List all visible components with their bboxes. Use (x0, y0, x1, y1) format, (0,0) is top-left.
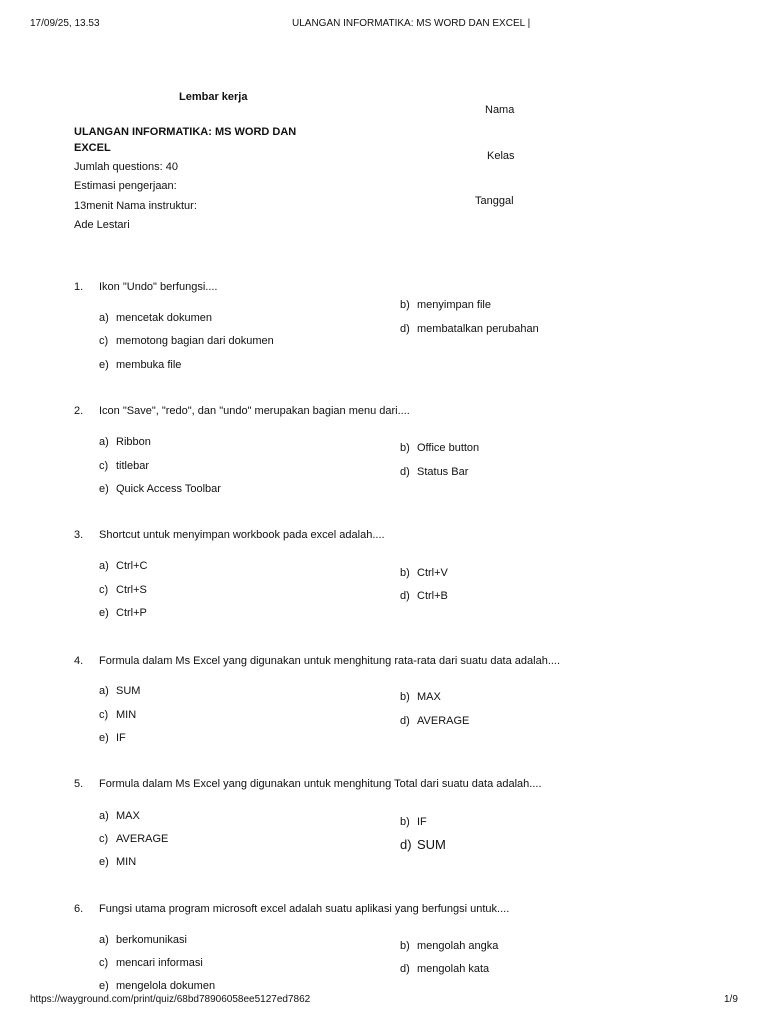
option-d: d) membatalkan perubahan (400, 323, 539, 335)
option-d: d) Status Bar (400, 466, 469, 478)
question-text: Shortcut untuk menyimpan workbook pada excel adalah.... (99, 529, 385, 541)
option-a: a) SUM (99, 685, 141, 697)
question-text: Fungsi utama program microsoft excel adalah suatu aplikasi yang berfungsi untuk.... (99, 903, 510, 915)
question-number: 1. (74, 281, 84, 293)
question-number: 2. (74, 405, 84, 417)
option-e: e) IF (99, 732, 126, 744)
option-d: d) SUM (400, 837, 446, 852)
option-e: e) Ctrl+P (99, 607, 147, 619)
option-c: c) AVERAGE (99, 833, 169, 845)
option-e: e) Quick Access Toolbar (99, 483, 221, 495)
option-d: d) mengolah kata (400, 963, 490, 975)
option-e: e) membuka file (99, 359, 182, 371)
question-text: Formula dalam Ms Excel yang digunakan untuk menghitung rata-rata dari suatu data adalah.... (99, 655, 561, 667)
option-b: b) Ctrl+V (400, 567, 448, 579)
worksheet-title-line2: EXCEL (74, 142, 111, 154)
option-b: b) MAX (400, 691, 441, 703)
print-page-title: ULANGAN INFORMATIKA: MS WORD DAN EXCEL | (292, 18, 531, 29)
option-a: a) Ctrl+C (99, 560, 148, 572)
option-b: b) Office button (400, 442, 480, 454)
estimated-time-label: Estimasi pengerjaan: (74, 180, 177, 192)
question-number: 4. (74, 655, 84, 667)
option-c: c) MIN (99, 709, 137, 721)
option-e: e) MIN (99, 856, 137, 868)
option-d: d) AVERAGE (400, 715, 470, 727)
question-text: Formula dalam Ms Excel yang digunakan untuk menghitung Total dari suatu data adalah.... (99, 778, 542, 790)
option-a: a) Ribbon (99, 436, 151, 448)
question-number: 6. (74, 903, 84, 915)
question-text: Icon "Save", "redo", dan "undo" merupakan bagian menu dari.... (99, 405, 410, 417)
option-c: c) mencari informasi (99, 957, 203, 969)
question-count: Jumlah questions: 40 (74, 161, 178, 173)
instructor-name: Ade Lestari (74, 219, 130, 231)
option-b: b) IF (400, 816, 427, 828)
field-nama: Nama (485, 104, 515, 116)
option-c: c) memotong bagian dari dokumen (99, 335, 274, 347)
option-a: a) berkomunikasi (99, 934, 187, 946)
field-kelas: Kelas (487, 150, 515, 162)
option-c: c) Ctrl+S (99, 584, 147, 596)
option-e: e) mengelola dokumen (99, 980, 216, 992)
print-datetime: 17/09/25, 13.53 (30, 18, 100, 29)
question-text: Ikon "Undo" berfungsi.... (99, 281, 218, 293)
option-b: b) mengolah angka (400, 940, 499, 952)
print-page-number: 1/9 (724, 994, 738, 1005)
option-c: c) titlebar (99, 460, 150, 472)
option-a: a) MAX (99, 810, 140, 822)
field-tanggal: Tanggal (475, 195, 514, 207)
option-d: d) Ctrl+B (400, 590, 448, 602)
question-number: 5. (74, 778, 84, 790)
option-b: b) menyimpan file (400, 299, 491, 311)
worksheet-title-line1: ULANGAN INFORMATIKA: MS WORD DAN (74, 126, 297, 138)
print-footer-url[interactable]: https://wayground.com/print/quiz/68bd78906058ee5127ed7862 (30, 994, 314, 1005)
option-a: a) mencetak dokumen (99, 312, 212, 324)
worksheet-label: Lembar kerja (179, 91, 248, 103)
time-and-instructor-label: 13menit Nama instruktur: (74, 200, 197, 212)
question-number: 3. (74, 529, 84, 541)
